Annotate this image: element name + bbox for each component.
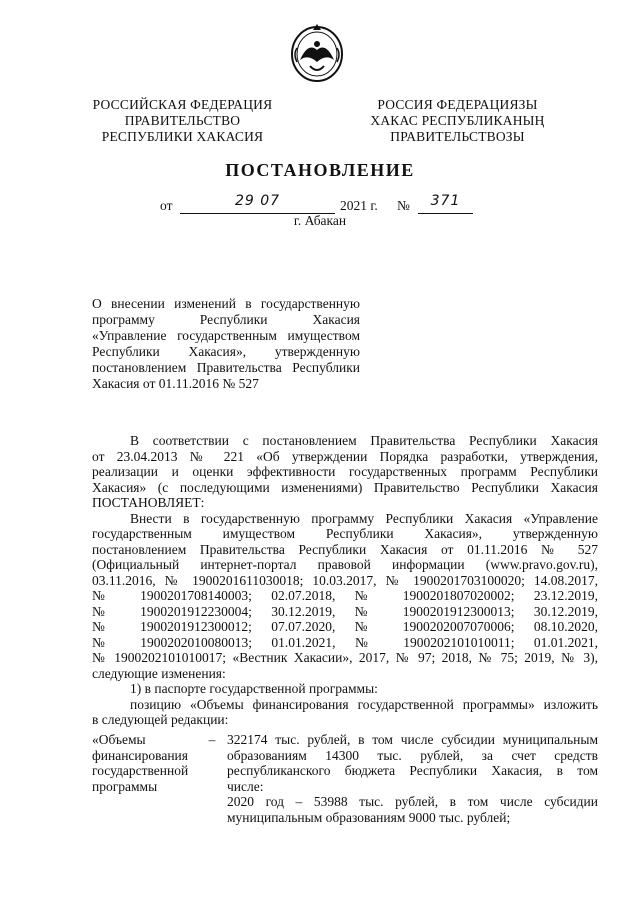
handwritten-number: 371: [430, 193, 461, 209]
table-label-line: программы: [92, 778, 158, 794]
number-label: №: [397, 198, 410, 213]
subject-line: Хакасия от 01.11.2016 № 527: [92, 376, 259, 391]
table-value-line: числе:: [227, 778, 264, 794]
document-title: ПОСТАНОВЛЕНИЕ: [225, 160, 415, 180]
subject-line: «Управление государственным имуществом: [92, 328, 360, 343]
paragraph-line: ПОСТАНОВЛЯЕТ:: [92, 495, 205, 510]
table-value-line: 2020 год – 53988 тыс. рублей, в том числе субсидии: [227, 794, 598, 809]
subject-line: программу Республики Хакасия: [92, 312, 360, 327]
table-value-cell: [227, 732, 598, 825]
paragraph-line: № 1900201912230004; 30.12.2019, № 1900201912300013; 30.12.2019,: [92, 603, 598, 619]
table-label-line: государственной: [92, 763, 189, 778]
table-label-line: финансирования: [92, 747, 188, 763]
subject-block: [92, 296, 360, 392]
date-field: [180, 193, 335, 214]
paragraph-line: 03.11.2016, № 1900201611030018; 10.03.2017, № 1900201703100020; 14.08.2017,: [92, 572, 598, 588]
number-field: [418, 193, 473, 214]
paragraph-line: (Официальный интернет-портал правовой информации (www.pravo.gov.ru),: [92, 557, 598, 572]
paragraph-line: государственным имуществом Республики Хакасия», утвержденную: [92, 526, 598, 541]
paragraph-line: Внести в государственную программу Республики Хакасия «Управление: [130, 510, 598, 526]
coat-of-arms-emblem: [288, 20, 346, 84]
city: г. Абакан: [293, 213, 347, 228]
date-prefix: от: [160, 198, 173, 213]
header-left-line: ПРАВИТЕЛЬСТВО: [124, 113, 241, 128]
paragraph-line: реализации и оценки эффективности государственных программ Республики: [92, 464, 598, 479]
subject-line: Республики Хакасия», утвержденную: [92, 344, 360, 359]
paragraph-line: № 1900202101010017; «Вестник Хакасии», 2017, № 97; 2018, № 75; 2019, № 3),: [92, 650, 598, 665]
paragraph-line: Хакасия» (с последующими изменениями) Правительство Республики Хакасия: [92, 479, 598, 495]
paragraph-line: постановлением Правительства Республики Хакасия от 01.11.2016 № 527: [92, 541, 598, 557]
table-value-line: республиканского бюджета Республики Хакасия, в том: [227, 763, 598, 778]
header-right: [345, 97, 570, 145]
table-value-line: 322174 тыс. рублей, в том числе субсидии муниципальным: [227, 732, 598, 747]
list-item: 1) в паспорте государственной программы:: [130, 681, 378, 696]
table-value-line: муниципальным образованиям 9000 тыс. рублей;: [227, 809, 511, 825]
paragraph-line: № 1900201912300012; 07.07.2020, № 1900202007070006; 08.10.2020,: [92, 619, 598, 634]
handwritten-date: 29 07: [234, 193, 281, 209]
table-dash: –: [208, 732, 216, 747]
header-left-line: РОССИЙСКАЯ ФЕДЕРАЦИЯ: [92, 97, 273, 112]
paragraph-line: В соответствии с постановлением Правительства Республики Хакасия: [130, 433, 598, 448]
subject-line: постановлением Правительства Республики: [92, 360, 360, 375]
year-label: 2021 г.: [340, 198, 378, 213]
paragraph-line: от 23.04.2013 № 221 «Об утверждении Порядка разработки, утверждения,: [92, 448, 598, 464]
header-right-line: ПРАВИТЕЛЬСТВОЗЫ: [390, 129, 525, 144]
paragraph-line: № 1900201708140003; 02.07.2018, № 1900201807020002; 23.12.2019,: [92, 588, 598, 603]
paragraph-line: следующие изменения:: [92, 665, 226, 681]
paragraph-line: позицию «Объемы финансирования государственной программы» изложить: [130, 696, 598, 712]
header-right-line: ХАКАС РЕСПУБЛИКАНЫҢ: [370, 113, 545, 128]
header-right-line: РОССИЯ ФЕДЕРАЦИЯЗЫ: [377, 97, 538, 112]
body-text: [92, 433, 598, 728]
header-left-line: РЕСПУБЛИКИ ХАКАСИЯ: [101, 129, 264, 144]
header-left: [70, 97, 295, 145]
paragraph-line: в следующей редакции:: [92, 712, 229, 727]
table-value-line: образованиям 14300 тыс. рублей, за счет средств: [227, 747, 598, 763]
table-label-line: «Объемы: [92, 732, 146, 747]
table-label-cell: [92, 732, 204, 794]
subject-line: О внесении изменений в государственную: [92, 296, 360, 311]
paragraph-line: № 1900202010080013; 01.01.2021, № 1900202101010011; 01.01.2021,: [92, 634, 598, 650]
